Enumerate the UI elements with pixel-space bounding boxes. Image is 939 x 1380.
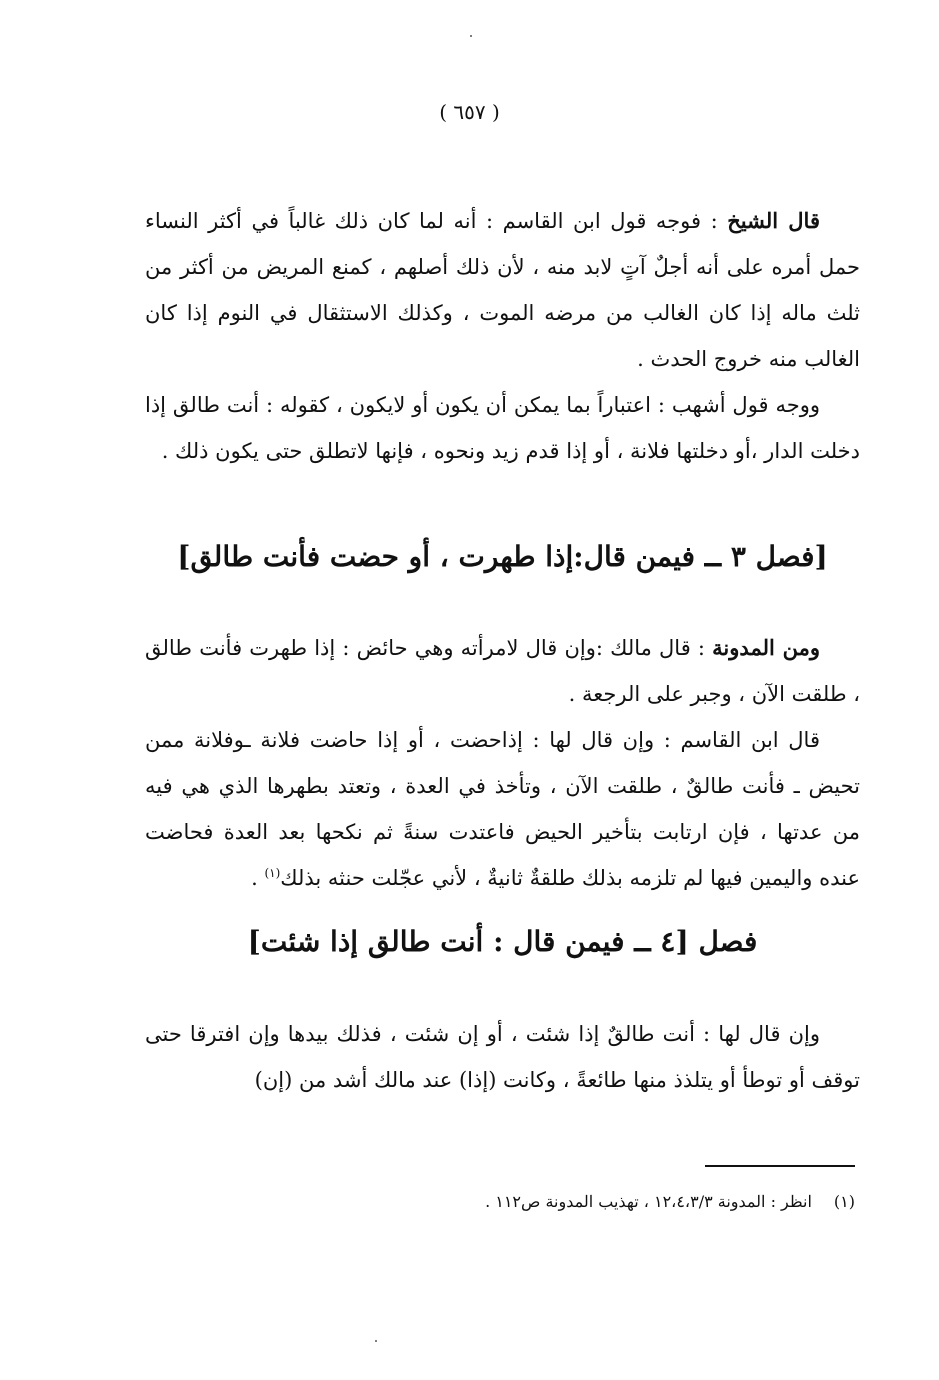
- paragraph: [145, 1011, 860, 1103]
- paragraph: [145, 382, 860, 474]
- footnote-text: انظر : المدونة ١٢،٤،٣/٣ ، تهذيب المدونة ص١١٢ .: [485, 1192, 812, 1211]
- section-3: [145, 1011, 860, 1103]
- paragraph-end: .: [251, 866, 265, 890]
- paragraph-text: : قال مالك :وإن قال لامرأته وهي حائض : إذا طهرت فأنت طالق ، طلقت الآن ، وجبر على الرجعة .: [145, 636, 860, 706]
- scan-speck: [375, 1340, 377, 1342]
- paragraph-text: : فوجه قول ابن القاسم : أنه لما كان ذلك غالباً في أكثر النساء حمل أمره على أنه أجلٌ آتٍ لابد منه ، لأن ذلك أصلهم ، كمنع المريض من أكثر من ثلث ماله إذا كان الغالب من مرضه الموت ، وكذلك الاستثقال في النوم إذا كان الغالب منه خروج الحدث .: [145, 209, 860, 371]
- scan-speck: [470, 35, 472, 37]
- section-heading: [فصل ٣ ــ فيمن قال:إذا طهرت ، أو حضت فأنت طالق]: [177, 540, 828, 573]
- footnote: [145, 1188, 855, 1216]
- footnote-separator: [705, 1165, 855, 1167]
- section-2: [145, 625, 860, 901]
- paragraph-text: ووجه قول أشهب : اعتباراً بما يمكن أن يكون أو لايكون ، كقوله : أنت طالق إذا دخلت الدار ،أو دخلتها فلانة ، أو إذا قدم زيد ونحوه ، فإنها لاتطلق حتى يكون ذلك .: [145, 393, 860, 463]
- paragraph-text: قال ابن القاسم : وإن قال لها : إذاحضت ، أو إذا حاضت فلانة ـوفلانة ممن تحيض ـ فأنت طالقٌ ، طلقت الآن ، وتأخذ في العدة ، وتعتد بطهرها الذي هي فيه من عدتها ، فإن ارتابت بتأخير الحيض فاعتدت سنةً ثم نكحها بعد العدة فحاضت عنده واليمين فيها لم تلزمه بذلك طلقةٌ ثانيةٌ ، لأني عجّلت حنثه بذلك: [145, 728, 860, 890]
- footnote-number: (١): [833, 1192, 855, 1211]
- footnote-marker: (١): [264, 866, 281, 880]
- paragraph: [145, 198, 860, 382]
- section-1: [145, 198, 860, 474]
- paragraph: [145, 625, 860, 717]
- paragraph-text: وإن قال لها : أنت طالقٌ إذا شئت ، أو إن شئت ، فذلك بيدها وإن افترقا حتى توقف أو توطأ أو يتلذذ منها طائعةً ، وكانت (إذا) عند مالك أشد من (إن): [145, 1022, 860, 1092]
- paragraph-lead: قال الشيخ: [727, 208, 820, 233]
- paragraph: [145, 717, 860, 901]
- section-heading: فصل [٤ ــ فيمن قال : أنت طالق إذا شئت]: [247, 925, 758, 958]
- paragraph-lead: ومن المدونة: [712, 635, 821, 660]
- page-number: ( ٦٥٧ ): [439, 100, 500, 124]
